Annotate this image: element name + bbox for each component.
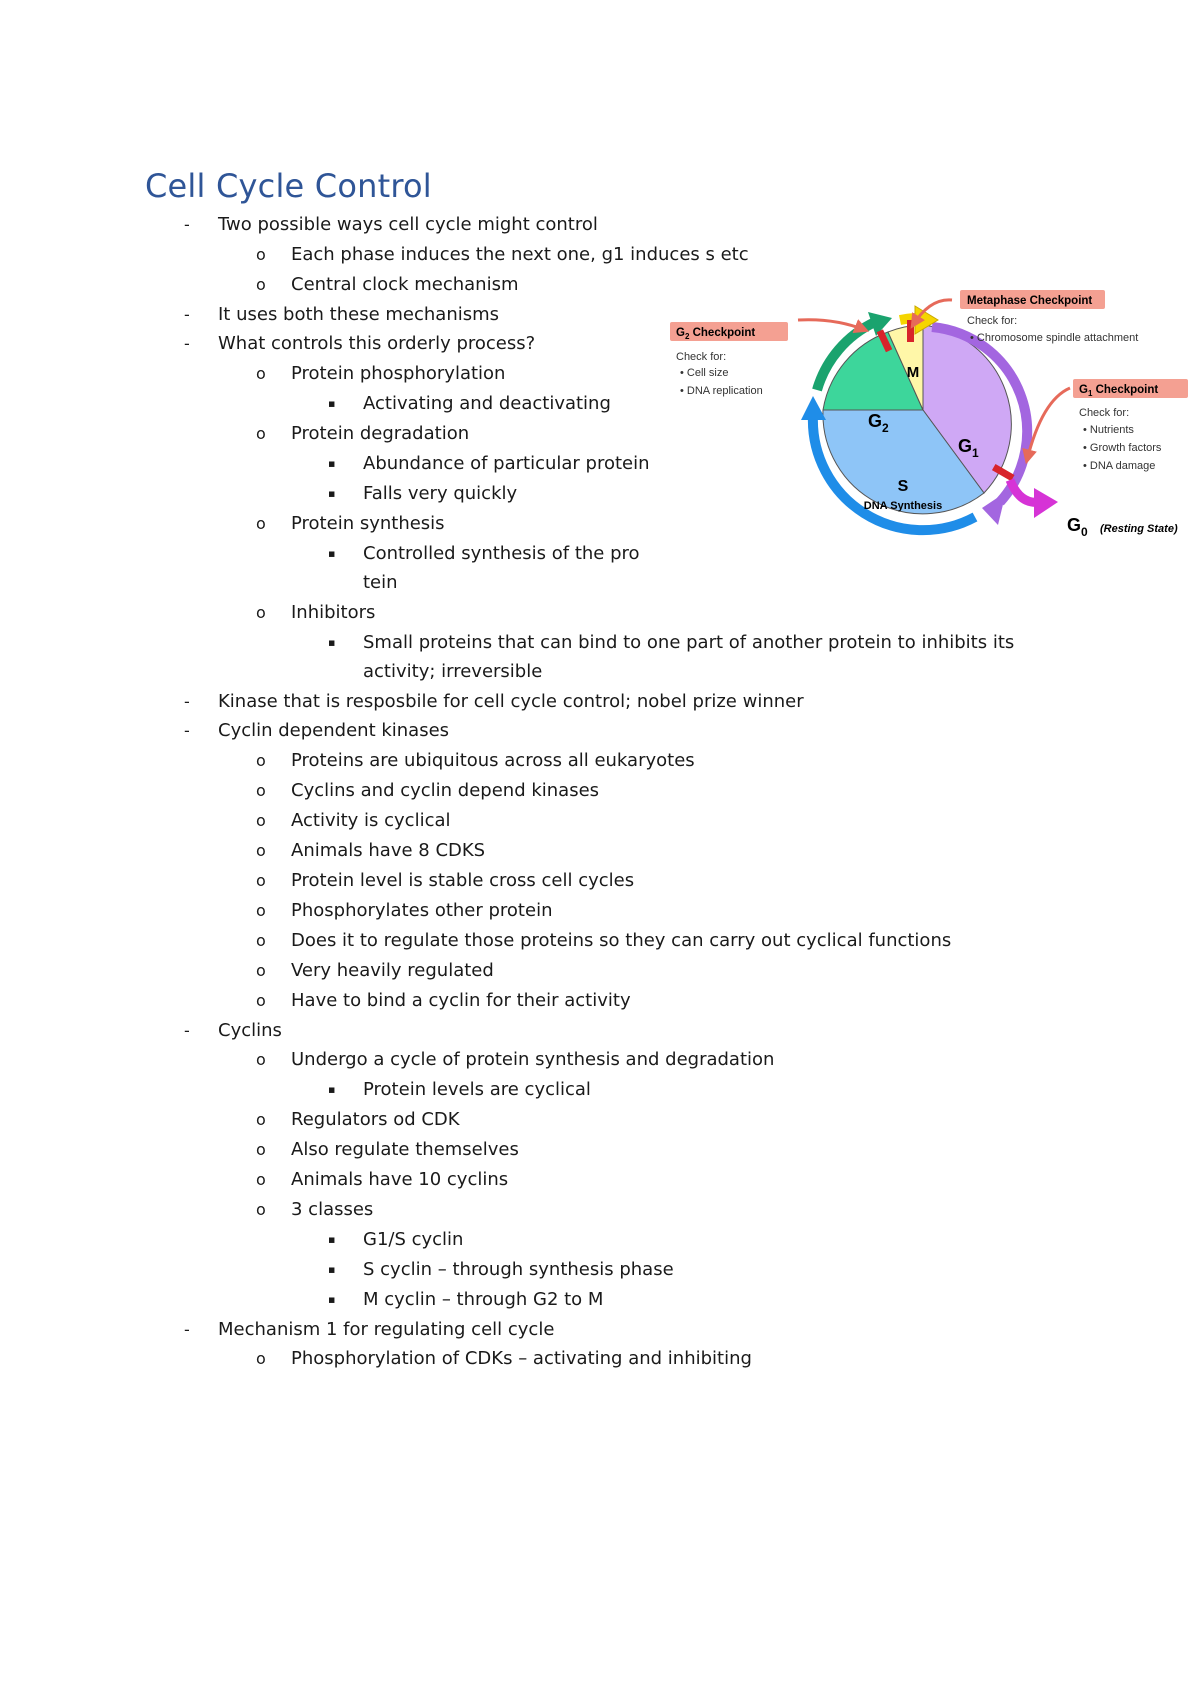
- outline-item-level-2: Inhibitors: [291, 602, 376, 623]
- phase-g1-label: $G_1$: [958, 436, 979, 460]
- outline-item-level-3: Controlled synthesis of the pro: [363, 543, 640, 564]
- outline-item-level-3: S cyclin – through synthesis phase: [363, 1259, 674, 1280]
- outline-item-level-2: Proteins are ubiquitous across all eukaryotes: [291, 750, 695, 771]
- bullet-level-2: o: [256, 781, 266, 800]
- bullet-level-1: -: [184, 1021, 190, 1040]
- bullet-level-1: -: [184, 721, 190, 740]
- outline-item-level-3: Small proteins that can bind to one part of another protein to inhibits its: [363, 632, 1015, 653]
- bullet-level-2: o: [256, 424, 266, 443]
- outline-item-level-2: Also regulate themselves: [291, 1139, 519, 1160]
- outline-item-level-3: Activating and deactivating: [363, 393, 611, 414]
- g0-label: $G_0$: [1067, 515, 1088, 539]
- outline-item-level-3: M cyclin – through G2 to M: [363, 1289, 604, 1310]
- bullet-level-3: ▪: [328, 397, 336, 410]
- bullet-level-2: o: [256, 1170, 266, 1189]
- outline-item-level-3: Falls very quickly: [363, 483, 518, 504]
- bullet-level-2: o: [256, 245, 266, 264]
- bullet-level-2: o: [256, 1050, 266, 1069]
- outline-continuation: activity; irreversible: [363, 661, 543, 682]
- g1-check-item-1: • Nutrients: [1083, 424, 1134, 436]
- outline-item-level-2: Regulators od CDK: [291, 1109, 460, 1130]
- g2-check-item-2: • DNA replication: [680, 385, 763, 397]
- bullet-level-2: o: [256, 871, 266, 890]
- bullet-level-3: ▪: [328, 1083, 336, 1096]
- m-arc-arrow: [900, 318, 915, 320]
- g2-checkpoint-label: $G_2$ Checkpoint: [676, 327, 756, 341]
- outline-item-level-2: Central clock mechanism: [291, 274, 519, 295]
- bullet-level-3: ▪: [328, 1233, 336, 1246]
- g1-check-item-2: • Growth factors: [1083, 442, 1162, 454]
- outline-item-level-2: Protein synthesis: [291, 513, 445, 534]
- g0-caption: (Resting State): [1100, 523, 1178, 535]
- bullet-level-3: ▪: [328, 1263, 336, 1276]
- outline-item-level-2: 3 classes: [291, 1199, 374, 1220]
- bullet-level-3: ▪: [328, 636, 336, 649]
- bullet-level-2: o: [256, 751, 266, 770]
- metaphase-check-for: Check for:: [967, 315, 1018, 327]
- bullet-level-2: o: [256, 603, 266, 622]
- bullet-level-2: o: [256, 1349, 266, 1368]
- outline-item-level-1: Cyclin dependent kinases: [218, 720, 450, 741]
- outline-item-level-3: Protein levels are cyclical: [363, 1079, 591, 1100]
- outline-item-level-1: Cyclins: [218, 1020, 282, 1041]
- cell-cycle-diagram: [670, 280, 1190, 550]
- bullet-level-1: -: [184, 305, 190, 324]
- phase-g2-label: $G_2$: [868, 411, 889, 435]
- outline-item-level-3: Abundance of particular protein: [363, 453, 650, 474]
- outline-item-level-1: Two possible ways cell cycle might control: [218, 214, 598, 235]
- bullet-level-2: o: [256, 514, 266, 533]
- outline-continuation: tein: [363, 572, 398, 593]
- bullet-level-2: o: [256, 1200, 266, 1219]
- g1-check-for: Check for:: [1079, 407, 1130, 419]
- metaphase-check-item: • Chromosome spindle attachment: [970, 332, 1139, 344]
- page-title: Cell Cycle Control: [145, 167, 432, 205]
- bullet-level-2: o: [256, 1140, 266, 1159]
- bullet-level-2: o: [256, 811, 266, 830]
- phase-s-caption: DNA Synthesis: [863, 500, 943, 512]
- outline-item-level-2: Animals have 10 cyclins: [291, 1169, 509, 1190]
- bullet-level-3: ▪: [328, 1293, 336, 1306]
- bullet-level-3: ▪: [328, 487, 336, 500]
- outline-item-level-2: Have to bind a cyclin for their activity: [291, 990, 631, 1011]
- bullet-level-1: -: [184, 1320, 190, 1339]
- g0-arrowhead: [1034, 488, 1058, 518]
- phase-s-label: S: [897, 478, 909, 495]
- bullet-level-2: o: [256, 931, 266, 950]
- outline-item-level-3: G1/S cyclin: [363, 1229, 464, 1250]
- phase-m-label: M: [906, 364, 920, 381]
- cycle-wheel: [823, 325, 1011, 514]
- outline-item-level-2: Undergo a cycle of protein synthesis and degradation: [291, 1049, 775, 1070]
- bullet-level-2: o: [256, 991, 266, 1010]
- outline-item-level-2: Cyclins and cyclin depend kinases: [291, 780, 600, 801]
- bullet-level-2: o: [256, 841, 266, 860]
- bullet-level-2: o: [256, 275, 266, 294]
- outline-item-level-2: Very heavily regulated: [291, 960, 494, 981]
- outline-item-level-2: Activity is cyclical: [291, 810, 451, 831]
- bullet-level-2: o: [256, 364, 266, 383]
- outline-item-level-2: Phosphorylates other protein: [291, 900, 553, 921]
- outline-item-level-2: Each phase induces the next one, g1 induces s etc: [291, 244, 749, 265]
- bullet-level-2: o: [256, 961, 266, 980]
- s-arrowhead: [801, 396, 826, 420]
- bullet-level-2: o: [256, 901, 266, 920]
- outline-item-level-1: Mechanism 1 for regulating cell cycle: [218, 1319, 555, 1340]
- bullet-level-1: -: [184, 692, 190, 711]
- outline-item-level-1: It uses both these mechanisms: [218, 304, 500, 325]
- outline-item-level-2: Protein level is stable cross cell cycles: [291, 870, 635, 891]
- outline-item-level-1: What controls this orderly process?: [218, 333, 536, 354]
- bullet-level-2: o: [256, 1110, 266, 1129]
- bullet-level-3: ▪: [328, 457, 336, 470]
- bullet-level-1: -: [184, 334, 190, 353]
- bullet-level-1: -: [184, 215, 190, 234]
- metaphase-checkpoint-label: Metaphase Checkpoint: [967, 295, 1093, 307]
- g1-arrowhead: [982, 492, 1006, 525]
- outline-item-level-2: Animals have 8 CDKS: [291, 840, 486, 861]
- g2-check-for: Check for:: [676, 351, 727, 363]
- g2-check-item-1: • Cell size: [680, 367, 729, 379]
- outline-item-level-2: Does it to regulate those proteins so they can carry out cyclical functions: [291, 930, 952, 951]
- outline-item-level-2: Protein degradation: [291, 423, 470, 444]
- g1-pointer-arrow: [1027, 388, 1070, 460]
- outline-item-level-2: Phosphorylation of CDKs – activating and inhibiting: [291, 1348, 752, 1369]
- bullet-level-3: ▪: [328, 547, 336, 560]
- g1-checkpoint-label: $G_1$ Checkpoint: [1079, 384, 1159, 398]
- outline-item-level-2: Protein phosphorylation: [291, 363, 506, 384]
- g1-check-item-3: • DNA damage: [1083, 460, 1156, 472]
- outline-item-level-1: Kinase that is resposbile for cell cycle control; nobel prize winner: [218, 691, 804, 712]
